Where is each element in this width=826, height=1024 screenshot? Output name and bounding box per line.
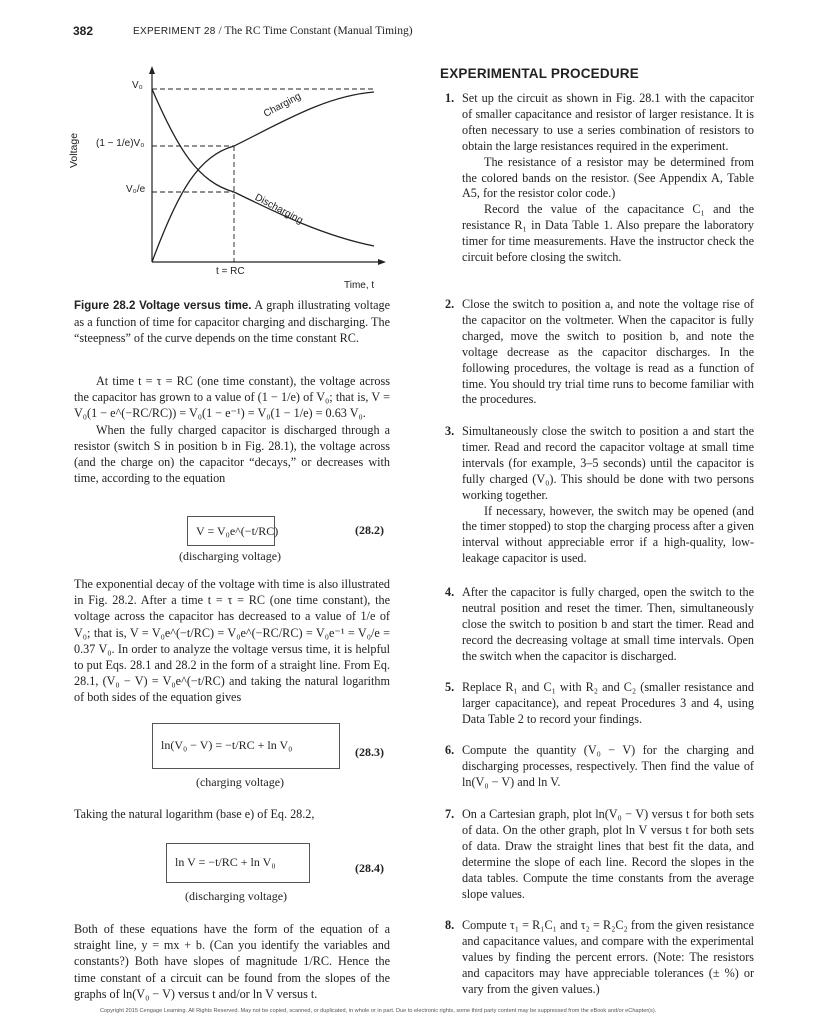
- procedure-step-6: [445, 743, 754, 791]
- step-1-number: 1.: [445, 91, 455, 105]
- step-3-text: Simultaneously close the switch to position a and start the timer. Read and record the capacitor voltage at small time intervals (for example, 3–5 seconds) until the capacitor is fully charged (V₀). This should be done with two persons working together.: [462, 424, 754, 502]
- equation-28-4-box: [166, 843, 310, 883]
- procedure-step-8: [445, 918, 754, 998]
- step-1-text-2: The resistance of a resistor may be determined from the colored bands on the resistor. (See Appendix A, Table A5, for the resistor color code.): [462, 154, 754, 201]
- page-number: 382: [73, 24, 94, 38]
- para5-text: Both of these equations have the form of the equation of a straight line, y = mx + b. (Can you identify the variables and constants?) Both have slopes of magnitude 1/RC. Hence the time constant of a circuit can be found from the slopes of the graphs of ln(V₀ − V) versus t and/or ln V versus t.: [74, 922, 390, 1001]
- figure-voltage-vs-time: [68, 64, 394, 300]
- equation-28-4: ln V = −t/RC + ln V₀: [175, 855, 276, 869]
- procedure-step-2: [445, 297, 754, 408]
- step-2-number: 2.: [445, 297, 455, 311]
- equation-28-2-box: [187, 516, 279, 546]
- para1-text: At time t = τ = RC (one time constant), the voltage across the capacitor has grown to a value of (1 − 1/e) of V₀; that is, V = V₀(1 − e^(−RC/RC)) = V₀(1 − e⁻¹) = V₀(1 − 1/e) = 0.63 V₀.: [74, 374, 390, 421]
- step-7-text: On a Cartesian graph, plot ln(V₀ − V) versus t for both sets of data. On the other graph, plot ln V versus t for both sets of data. Draw the straight lines that best fit the data, and determine the slope of each line. Record the slopes in the data tables. Compute the time constants from the average slope values.: [462, 807, 754, 901]
- x-axis-label: Time, t: [344, 280, 375, 291]
- equation-28-3-number: (28.3): [355, 745, 384, 759]
- step-5-text: Replace R₁ and C₁ with R₂ and C₂ (smaller resistance and larger capacitance), and repeat Procedures 3 and 4, using Data Table 2 to record your findings.: [462, 680, 754, 726]
- equation-28-2-caption: (discharging voltage): [178, 549, 282, 563]
- para3-text: The exponential decay of the voltage with time is also illustrated in Fig. 28.2. After a time t = τ = RC (one time constant), the voltage across the capacitor has decreased to a value of 1/e of V₀; that is, V = V₀e^(−t/RC) = V₀e^(−RC/RC) = V₀e⁻¹ = V₀/e = 0.37 V₀. In order to analyze the voltage versus time, it is helpful to put Eqs. 28.1 and 28.2 in the form of a straight line. From Eq. 28.1, (V₀ − V) = V₀e^(−t/RC) and taking the natural logarithm of both sides of the equation gives: [74, 577, 390, 705]
- equation-28-2-number: (28.2): [355, 523, 384, 537]
- voltage-time-graph: [74, 64, 394, 300]
- step-4-number: 4.: [445, 585, 455, 599]
- copyright-footer: Copyright 2015 Cengage Learning. All Rights Reserved. May not be copied, scanned, or duplicated, in whole or in part. Due to electronic rights, some third party content may be suppressed from the eBook and/or eChapter(s).: [100, 1008, 657, 1014]
- equation-28-3: ln(V₀ − V) = −t/RC + ln V₀: [161, 738, 293, 752]
- step-3-number: 3.: [445, 424, 455, 438]
- step-1-text-3: Record the value of the capacitance C₁ and the resistance R₁ in Data Table 1. Also prepare the laboratory timer for time measurements. Have the instructor check the circuit before closing the switch.: [462, 202, 754, 265]
- label-discharge-level: V₀/e: [126, 184, 146, 195]
- step-5-number: 5.: [445, 680, 455, 694]
- equation-28-3-box: [152, 723, 340, 769]
- label-time-constant: t = RC: [216, 266, 245, 277]
- procedure-step-4: [445, 585, 754, 665]
- procedure-step-1: [445, 91, 754, 266]
- equation-28-4-caption: (discharging voltage): [184, 889, 288, 903]
- para-natural-log: [74, 806, 390, 822]
- step-7-number: 7.: [445, 807, 455, 821]
- step-3-text-2: If necessary, however, the switch may be opened (and the timer stopped) to stop the charging process after a given interval without appreciable error if a high-quality, low-leakage capacitor is used.: [462, 503, 754, 566]
- figure-caption-text: A graph illustrating voltage as a function of time for capacitor charging and discharging. The “steepness” of the curve depends on the time constant RC.: [74, 298, 390, 346]
- step-6-number: 6.: [445, 743, 455, 757]
- charging-curve: [152, 92, 374, 262]
- discharging-curve-label: Discharging: [252, 192, 305, 227]
- step-8-number: 8.: [445, 918, 455, 932]
- label-charge-level: (1 − 1/e)V₀: [96, 138, 145, 149]
- charging-curve-label: Charging: [262, 90, 304, 120]
- running-head-experiment: EXPERIMENT 28: [133, 26, 216, 37]
- figure-caption-label: Figure 28.2 Voltage versus time.: [74, 300, 252, 312]
- equation-28-2: V = V₀e^(−t/RC): [196, 524, 279, 538]
- equation-28-3-caption: (charging voltage): [195, 775, 285, 789]
- procedure-step-7: [445, 807, 754, 902]
- step-4-text: After the capacitor is fully charged, open the switch to the neutral position and reset the timer. Then, simultaneously close the switch to position b and start the timer. Read and record the decreasing voltage at small time intervals. Open the switch when the capacitor is discharged.: [462, 585, 754, 663]
- procedure-step-5: [445, 680, 754, 728]
- para-straight-line: [74, 921, 390, 1002]
- step-8-text: Compute τ₁ = R₁C₁ and τ₂ = R₂C₂ from the given resistance and capacitance values, and compare with the experimental values by finding the percent errors. (Note: The resistors and capacitors may have appreciable tolerances (± %) or vary from the given values.): [462, 918, 754, 996]
- y-axis-label: Voltage: [68, 132, 80, 168]
- para4-text: Taking the natural logarithm (base e) of Eq. 28.2,: [74, 807, 315, 821]
- y-axis-arrow: [149, 66, 155, 74]
- step-1-text: Set up the circuit as shown in Fig. 28.1 with the capacitor of smaller capacitance and resistor of larger resistance. It is often necessary to use a series combination of resistors to obtain the large resistances required in the experiment.: [462, 91, 754, 153]
- procedure-step-3: [445, 424, 754, 567]
- step-6-text: Compute the quantity (V₀ − V) for the charging and discharging processes, respectively. Then find the value of ln(V₀ − V) and ln V.: [462, 743, 754, 789]
- label-v0: V₀: [132, 80, 143, 91]
- equation-28-4-number: (28.4): [355, 861, 384, 875]
- para-time-constant-charging: [74, 373, 390, 486]
- running-head: EXPERIMENT 28 / The RC Time Constant (Manual Timing): [133, 25, 413, 37]
- x-axis-arrow: [378, 259, 386, 265]
- figure-caption: [74, 297, 390, 347]
- procedure-heading: EXPERIMENTAL PROCEDURE: [440, 66, 639, 81]
- para-exponential-decay: [74, 576, 390, 706]
- para2-text: When the fully charged capacitor is discharged through a resistor (switch S in position b in Fig. 28.1), the voltage across (and the charge on) the capacitor “decays,” or decreases with time, according to the equation: [74, 422, 390, 486]
- running-head-title: The RC Time Constant (Manual Timing): [224, 25, 413, 37]
- step-2-text: Close the switch to position a, and note the voltage rise of the capacitor on the voltmeter. When the capacitor is fully charged, move the switch to position b, and note the voltage decrease as the capacitor discharges. In the following procedures, the voltage is read as a function of time. You should try trial time runs to become familiar with the procedures.: [462, 297, 754, 407]
